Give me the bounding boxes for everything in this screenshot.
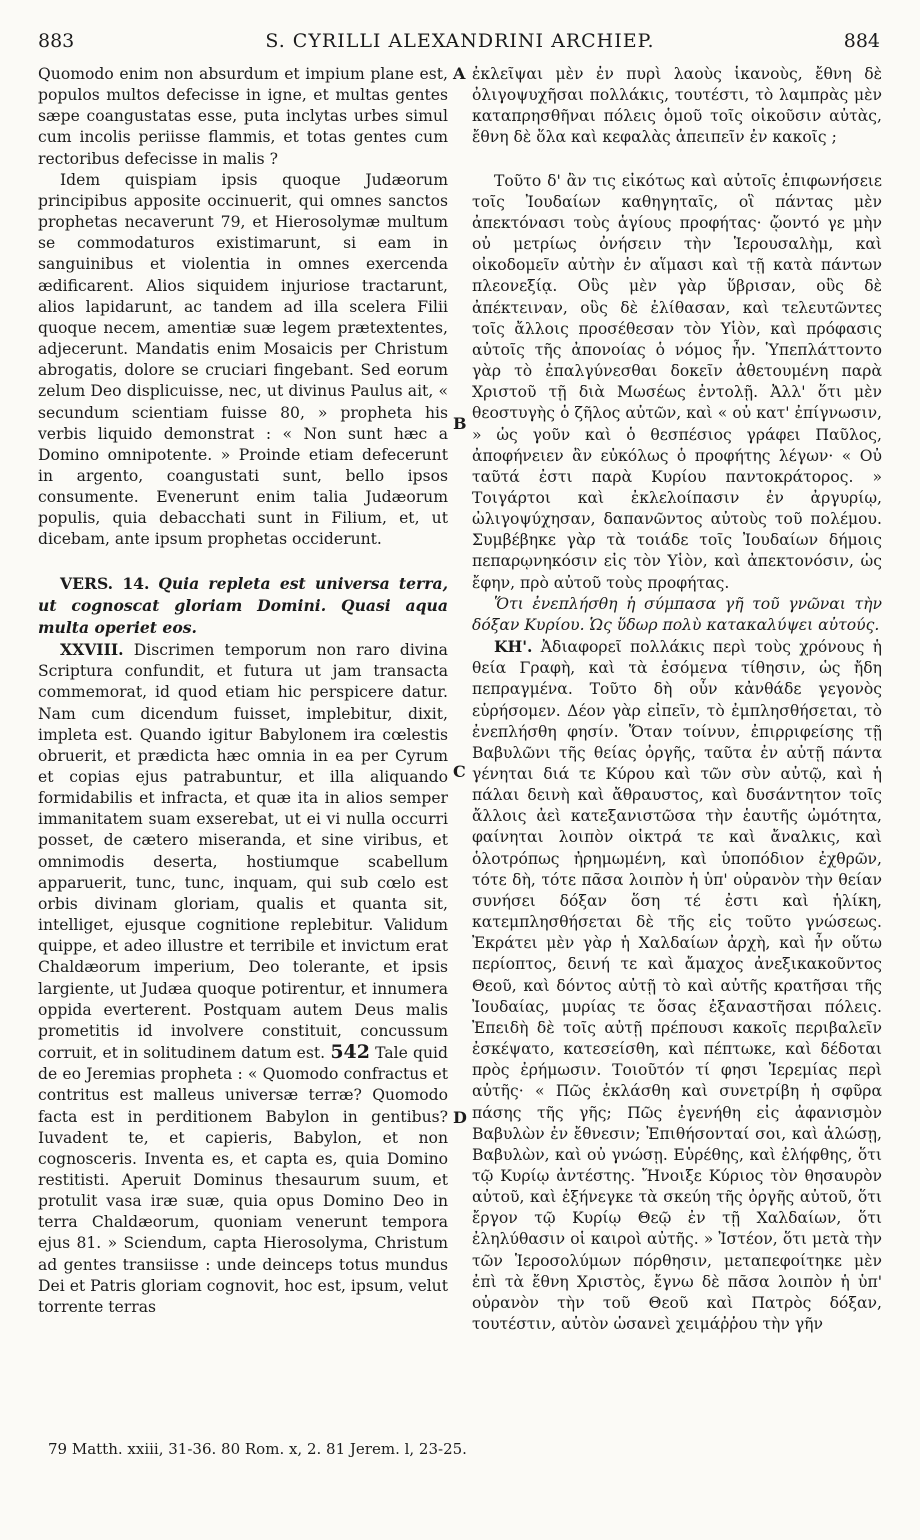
verse-label: VERS. 14. [60,573,150,593]
page-number-left: 883 [38,30,75,52]
greek-paragraph-3-text: Ἀδιαφορεῖ πολλάκις περὶ τοὺς χρόνους ἡ θεία Γραφὴ, καὶ τὰ ἐσόμενα τίθησιν, ὡς ἤδη πεπραγμένα. Τοῦτο δὴ οὖν κἀνθάδε γεγονὸς εὑρήσομεν. Δέον γὰρ εἰπεῖν, τὸ ἐμπλησθήσεται, τὸ ἐνεπλήσθη φησίν. Ὅταν τοίνυν, ἐπιρριφείσης τῇ Βαβυλῶνι τῆς θείας ὀργῆς, ταῦτα ἐν αὐτῇ πάντα γένηται διά τε Κύρου καὶ τῶν σὺν αὐτῷ, καὶ ἡ πάλαι δεινὴ καὶ ἄθραυστος, καὶ δυσάντητον τοῖς ἄλλοις ἀεὶ κατεξανιστῶσα τὴν ἑαυτῆς ὠμότητα, φαίνηται λοιπὸν οἰκτρά τε καὶ ἄναλκις, καὶ ὁλοτρόπως ἠρημωμένη, καὶ ὑποπόδιον ἐχθρῶν, τότε δὴ, τότε πᾶσα λοιπὸν ἡ ὑπ' οὐρανὸν τὴν θείαν συνήσει δόξαν ὅση τέ ἐστι καὶ ἡλίκη, κατεμπλησθήσεται δὲ τῆς εἰς τοῦτο γνώσεως. Ἐκράτει μὲν γὰρ ἡ Χαλδαίων ἀρχὴ, καὶ ἦν οὕτω περίοπτος, δεινή τε καὶ ἄμαχος ἀνεξικακοῦντος Θεοῦ, καὶ δόντος αὐτῇ τὸ καὶ αὐτῆς κρατῆσαι τῆς Ἰουδαίας, μυρίας τε ὅσας ἐξαναστῆσαι πόλεις. Ἐπειδὴ δὲ τοῖς αὐτῇ πρέπουσι κακοῖς περιβαλεῖν ἐσκέψατο, κατεσείσθη, καὶ πέπτωκε, καὶ δέδοται πρὸς ἐρήμωσιν. Τοιοῦτόν τί φησι Ἱερεμίας περὶ αὐτῆς· « Πῶς ἐκλάσθη καὶ συνετρίβη ἡ σφῦρα πάσης τῆς γῆς; Πῶς ἐγενήθη εἰς ἀφανισμὸν Βαβυλὼν ἐν ἔθνεσιν; Ἐπιθήσονταί σοι, καὶ ἁλώσῃ, Βαβυλὼν, καὶ οὐ γνώσῃ. Εὑρέθης, καὶ ἐλήφθης, ὅτι τῷ Κυρίῳ ἀντέστης. Ἤνοιξε Κύριος τὸν θησαυρὸν αὐτοῦ, καὶ ἐξήνεγκε τὰ σκεύη τῆς ὀργῆς αὐτοῦ, ὅτι ἔργον τῷ Κυρίῳ Θεῷ ἐν τῇ Χαλδαίων, ὅτι ἐληλύθασιν οἱ καιροὶ αὐτῆς. » Ἰστέον, ὅτι μετὰ τὴν τῶν Ἱεροσολύμων πόρθησιν, μεταπεφοίτηκε μὲν ἐπὶ τὰ ἔθνη Χριστὸς, ἔγνω δὲ πᾶσα λοιπὸν ἡ ὑπ' οὐρανὸν τὴν τοῦ Θεοῦ καὶ Πατρὸς δόξαν, τουτέστιν, αὐτὸν ὡσανεὶ χειμάῤῥου τὴν γῆν [472,638,882,1334]
margin-letter-c: C [453,762,466,781]
greek-paragraph-1: ἐκλεῖψαι μὲν ἐν πυρὶ λαοὺς ἱκανοὺς, ἔθνη δὲ ὀλιγοψυχῆσαι πολλάκις, τουτέστι, τὸ λαμπρὰς μὲν καταπρησθῆναι πόλεις ὁμοῦ τοῖς οἰκοῦσιν αὐτὰς, ἔθνη δὲ ὅλα καὶ κεφαλὰς ἀπειπεῖν ἐν κακοῖς ; [472,65,882,147]
latin-column [38,64,448,1318]
section-number: XXVIII. [60,640,124,660]
running-title: S. CYRILLI ALEXANDRINI ARCHIEP. [265,30,655,52]
latin-paragraph-3-cont: Tale quid de eo Jeremias propheta : « Quomodo confractus et contritus est malleus universæ terræ? Quomodo facta est in perditionem Babylon in gentibus? Iuvadent te, et capieris, Babylon, et non cognosceris. Inventa es, et capta es, quia Domino restitisti. Aperuit Dominus thesaurum suum, et protulit vasa iræ suæ, quia opus Domino Deo in terra Chaldæorum, quoniam venerunt tempora ejus 81. » Sciendum, capta Hierosolyma, Christum ad gentes transiisse : unde deinceps totus mundus Dei et Patris gloriam cognovit, hoc est, ipsum, velut torrente terras [38,1044,449,1316]
page-number-right: 884 [843,30,880,52]
greek-column [472,64,882,1335]
greek-paragraph-3 [472,636,882,1335]
latin-paragraph-3 [38,639,448,1318]
greek-paragraph-2: Τοῦτο δ' ἂν τις εἰκότως καὶ αὐτοῖς ἐπιφωνήσειε τοῖς Ἰουδαίων καθηγηταῖς, οἳ πάντας μὲν ἀπεκτόνασι τοὺς ἁγίους προφήτας· ᾤοντό γε μὴν οὐ μετρίως ὀνήσειν τὴν Ἱερουσαλὴμ, καὶ οἰκοδομεῖν αὐτὴν ἐν αἵμασι καὶ τῇ κατὰ πάντων πλεονεξίᾳ. Οὓς μὲν γὰρ ὕβρισαν, οὓς δὲ ἀπέκτειναν, οὓς δὲ ἐλίθασαν, καὶ τελευτῶντες τοῖς ἄλλοις προσέθεσαν τὸν Υἱὸν, καὶ πρόφασις αὐτοῖς τῆς ἀπονοίας ὁ νόμος ἦν. Ὑπεπλάττοντο γὰρ τὸ ἐπαλγύνεσθαι δοκεῖν ἀθετουμένη παρὰ Χριστοῦ τῇ διὰ Μωσέως ἐντολῇ. Ἀλλ' ὅτι μὲν θεοστυγὴς ὁ ζῆλος αὐτῶν, καὶ « οὐ κατ' ἐπίγνωσιν, » ὡς γοῦν καὶ ὁ θεσπέσιος γράφει Παῦλος, ἀποφήνειεν ἂν εὐκόλως ὁ προφήτης λέγων· « Οὐ ταῦτά ἐστι παρὰ Κυρίου παντοκράτορος. » Τοιγάρτοι καὶ ἐκλελοίπασιν ἐν ἀργυρίῳ, ὠλιγοψύχησαν, δαπανῶντος αὐτοὺς τοῦ πολέμου. Συμβέβηκε γὰρ τὰ τοιάδε τοῖς Ἰουδαίων δήμοις πεπαρῳνηκόσιν εἰς τὸν Υἱὸν, καὶ ἀπεκτονόσιν, ὡς ἔφην, πρὸ αὐτοῦ τοὺς προφήτας. [472,171,882,592]
latin-verse-heading [38,573,448,639]
verse-text: Quia repleta est universa terra, ut cognoscat gloriam Domini. Quasi aqua multa operiet eos. [38,573,449,637]
column-number: 542 [330,1041,370,1064]
latin-paragraph-3-text: Discrimen temporum non raro divina Scriptura confundit, et futura ut jam transacta commemorat, id quod etiam hic perspicere datur. Nam cum dicendum fuisset, implebitur, dixit, impleta est. Quando igitur Babylonem ira cœlestis obruerit, et prædicta hæc omnia in ea per Cyrum et copias ejus patrabuntur, et illa aliquando formidabilis et infracta, et quæ ita in alios semper immanitatem suam exserebat, ut ei vi nulla occurri posset, de cætero miseranda, et sine viribus, et omnimodis deserta, hostiumque scabellum apparuerit, tunc, tunc, inquam, qui sub cœlo est orbis divinam gloriam, qualis et quanta sit, intelliget, ejusque cognitione replebitur. Validum quippe, et adeo illustre et terribile et invictum erat Chaldæorum imperium, Deo tolerante, et ipsis largiente, ut Judæa quoque potirentur, et innumera oppida everterent. Postquam autem Deus malis prometitis id involvere constituit, concussum corruit, et in solitudinem datum est. [38,641,448,1063]
margin-letter-a: A [453,64,466,83]
greek-verse: Ὅτι ἐνεπλήσθη ἡ σύμπασα γῆ τοῦ γνῶναι τὴν δόξαν Κυρίου. Ὡς ὕδωρ πολὺ κατακαλύψει αὐτούς. [472,594,882,634]
greek-section-number: ΚΗ'. [494,637,533,657]
latin-paragraph-1: Quomodo enim non absurdum et impium plane est, populos multos defecisse in igne, et multas gentes sæpe coangustatas esse, puta inclytas urbes simul cum incolis periisse flammis, et totas gentes cum rectoribus defecisse in malis ? [38,65,448,168]
page-header [0,30,920,58]
margin-letter-b: B [453,414,467,433]
margin-letter-d: D [453,1108,467,1127]
footnotes: 79 Matth. xxiii, 31-36. 80 Rom. x, 2. 81 Jerem. l, 23-25. [48,1440,467,1458]
latin-paragraph-2: Idem quispiam ipsis quoque Judæorum principibus apposite occinuerit, qui omnes sanctos prophetas necaverunt 79, et Hierosolymæ multum se commodaturos existimarunt, si eam in sanguinibus et violentia in omnes exercenda ædificarent. Alios siquidem injuriose tractarunt, alios lapidarunt, ac tandem ad illa scelera Filii quoque necem, amentiæ suæ legem prætextentes, adjecerunt. Mandatis enim Mosaicis per Christum abrogatis, dolore se cruciari fingebant. Sed eorum zelum Deo displicuisse, nec, ut divinus Paulus ait, « secundum scientiam fuisse 80, » propheta his verbis liquido demonstrat : « Non sunt hæc a Domino omnipotente. » Proinde etiam defecerunt in argento, coangustati sunt, bello ipsos consumente. Evenerunt enim talia Judæorum populis, quia debacchati sunt in Filium, et, ut dicebam, ante ipsum prophetas occiderunt. [38,170,448,549]
